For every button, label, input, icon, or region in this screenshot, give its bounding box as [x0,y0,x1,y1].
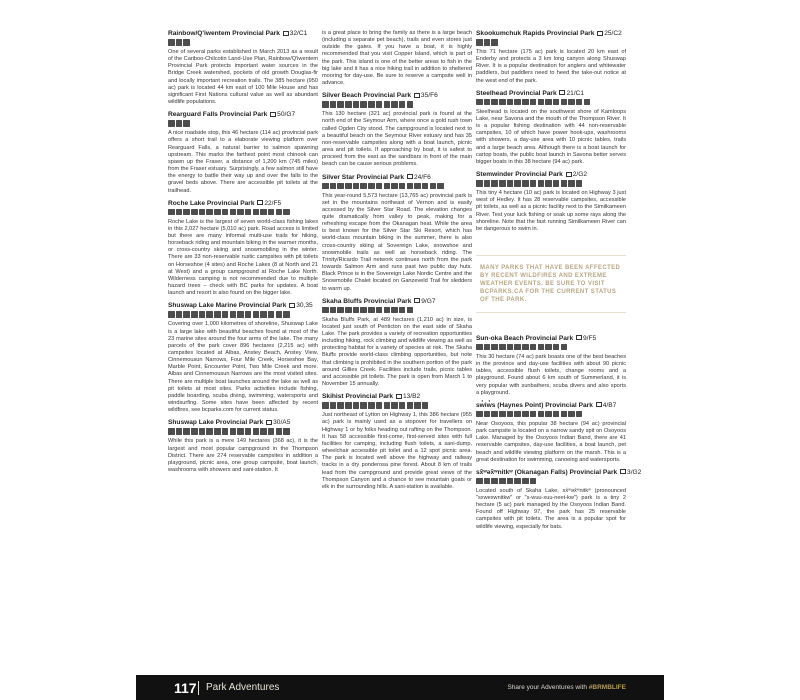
park-name: Rainbow/Q'iwentem Provincial Park [168,30,280,37]
column-left [168,30,318,479]
park-title [476,171,626,179]
park-amenity-icon [337,101,344,108]
park-name: Silver Beach Provincial Park [322,92,412,100]
park-name: sw̓iw̓s (Haynes Point) Provincial Park [476,401,593,409]
map-reference: 30/A5 [273,419,291,427]
park-amenity-icon [368,307,375,314]
park-entry [476,90,626,166]
share-line [507,683,626,692]
park-name: Sun-oka Beach Provincial Park [476,334,574,342]
park-description: is a great place to bring the family as there is a large beach (including a separate pet beach), trails and even stores just outside the gates. If you have a boat, it is highly recommended that you visit Copper Island, which is part of the park. This island is one of the better areas to fish in the big lake and it has a nice hiking trail in addition to sheltered mooring for day-use. Be sure to reserve a campsite well in advance. [322,30,472,87]
park-amenity-icon [376,307,383,314]
park-amenity-icon [545,411,552,418]
park-title [168,419,318,427]
park-amenity-icon [391,101,398,108]
park-amenity-icon [430,183,437,190]
park-name: Skookumchuk Rapids Provincial Park [476,30,595,37]
park-amenity-icon [345,183,352,190]
park-amenity-icon [345,101,352,108]
park-amenity-icon [230,428,237,435]
park-name: Roche Lake Provincial Park [168,199,255,207]
page-number: 117 [174,680,197,696]
park-amenity-icon [253,428,260,435]
park-amenity-icon [530,478,537,485]
amenity-icon-row [476,478,626,486]
park-amenity-icon [491,99,498,106]
map-book-icon [270,112,276,117]
park-amenity-icon [176,39,183,46]
park-amenity-icon [230,209,237,216]
park-name: Skaha Bluffs Provincial Park [322,297,412,305]
park-amenity-icon [561,344,568,351]
park-amenity-icon [545,180,552,187]
park-amenity-icon [337,402,344,409]
park-amenity-icon [168,39,175,46]
park-amenity-icon [514,344,521,351]
park-amenity-icon [437,183,444,190]
park-amenity-icon [491,39,498,46]
park-title [168,200,318,208]
park-amenity-icon [514,411,521,418]
amenity-icon-row [476,344,626,352]
park-name: Rearguard Falls Provincial Park [168,111,268,119]
park-amenity-icon [476,39,483,46]
amenity-icon-row [322,307,472,315]
park-title [476,335,626,343]
map-book-icon [597,31,603,36]
park-amenity-icon [407,183,414,190]
map-reference: 9/G7 [421,297,436,305]
map-reference: 13/B2 [402,393,421,401]
share-prefix: Share your Adventures with [507,684,587,691]
park-amenity-icon [576,411,583,418]
park-amenity-icon [268,311,275,318]
park-amenity-icon [260,428,267,435]
park-amenity-icon [484,180,491,187]
park-amenity-icon [360,402,367,409]
park-amenity-icon [499,478,506,485]
park-amenity-icon [538,99,545,106]
park-amenity-icon [330,183,337,190]
park-amenity-icon [368,183,375,190]
amenity-icon-row [322,183,472,191]
park-amenity-icon [191,311,198,318]
map-reference: 24/F6 [413,173,431,181]
park-amenity-icon [499,180,506,187]
park-description: Covering over 1,000 kilometres of shoreline, Shuswap Lake is a large lake with beautiful beaches found at most of the 23 marine sites around the four arms of the lake. The many parcels of the park cover 896 hectares (2,215 ac) with campsites located at Albas, Anstey Beach, Anstey View, Cinnemousun Narrows, Four Mile Creek, Horseshoe Bay, Marble Point, Encounter Point, Two Mile Creek and more. Albas and Cinnemousun Narrows are the most visited sites. There are multiple boat launches around the lake as well as pit toilets at most sites. Parks activities include fishing, paddle boarding, scuba diving, swimming, watersports and windsurfing. Some sites have been affected by recent wildfires, see bcparks.com for current status. [168,321,318,414]
park-amenity-icon [484,344,491,351]
park-amenity-icon [514,478,521,485]
hashtag: #BRMBLIFE [588,684,626,691]
park-amenity-icon [268,209,275,216]
park-amenity-icon [376,402,383,409]
park-amenity-icon [245,428,252,435]
park-amenity-icon [414,183,421,190]
park-amenity-icon [414,402,421,409]
park-amenity-icon [553,180,560,187]
page-footer [136,675,664,700]
park-description: One of several parks established in March 2013 as a result of the Cariboo-Chilcotin Land-Use Plan, Rainbow/Q'iwentem Provincial Park protects important water sources in the Bridge Creek watershed, pockets of old growth Douglas-fir and locally important recreation trails. The 385 hectare (950 ac) park is located 44 km east of 100 Mile House and has significant First Nations cultural value as well as abundant wildlife populations. [168,49,318,106]
map-reference: 9/F5 [582,334,597,342]
park-name: sx̌ʷəx̌ʷnitkʷ (Okanagan Falls) Provincial Park [476,468,618,476]
map-book-icon [576,335,582,340]
park-amenity-icon [222,428,229,435]
park-amenity-icon [368,402,375,409]
map-book-icon [396,394,402,399]
park-description: Steelhead is located on the southwest shore of Kamloops Lake, near Savona and the mouth of the Thompson River. It is a popular fishing destination with 44 non-reservable campsites, 10 of which have power hook-ups, washrooms with showers, a day-use area with 10 picnic tables, trails and a large beach area. Although there is a boat launch for cartop boats, the public boat launch in Savona better serves bigger boats in this 38 hectare (94 ac) park. [476,108,626,165]
park-amenity-icon [476,180,483,187]
park-amenity-icon [561,180,568,187]
park-amenity-icon [553,99,560,106]
park-description: While this park is a mere 149 hectares (368 ac), it is the largest and most popular campground in the Thompson District. There are 274 reservable campsites in addition a playground, picnic area, one group campsite, boat launch, washrooms with showers and sani-station. It [168,438,318,474]
park-amenity-icon [484,99,491,106]
park-amenity-icon [360,183,367,190]
park-entry [322,393,472,491]
map-reference: 21/C1 [566,89,585,97]
park-amenity-icon [360,307,367,314]
park-amenity-icon [330,402,337,409]
park-amenity-icon [222,311,229,318]
footer-divider [198,681,199,695]
park-amenity-icon [384,307,391,314]
amenity-icon-row [168,39,318,47]
park-description: A nice roadside stop, this 46 hectare (114 ac) provincial park offers a short trail to a elaborate viewing platform over Rearguard Falls, a natural barrier to salmon spawning upstream. This marks the farthest point most chinook can spawn up the Fraser, a distance of 1,200 km (745 miles) from the Fraser estuary. Surprisingly, a few salmon still have the energy to battle their way up and over the falls to the gravel beds above. There are accessible pit toilets at the trailhead. [168,130,318,194]
park-amenity-icon [507,411,514,418]
park-amenity-icon [522,411,529,418]
park-amenity-icon [276,428,283,435]
park-amenity-icon [322,183,329,190]
park-entry [476,335,626,397]
park-amenity-icon [568,180,575,187]
park-amenity-icon [199,311,206,318]
park-title [476,468,642,477]
amenity-icon-row [476,411,626,419]
map-book-icon [289,303,295,308]
park-amenity-icon [399,183,406,190]
park-amenity-icon [322,307,329,314]
park-amenity-icon [253,209,260,216]
park-amenity-icon [522,344,529,351]
park-amenity-icon [168,428,175,435]
map-book-icon [414,93,420,98]
park-title [322,393,472,401]
park-amenity-icon [391,307,398,314]
park-title [476,30,626,38]
park-name: Stemwinder Provincial Park [476,171,563,179]
park-entry [168,30,318,106]
amenity-icon-row [168,428,318,436]
amenity-icon-row [168,209,318,217]
park-title [168,302,318,310]
map-book-icon [566,172,572,177]
park-amenity-icon [245,311,252,318]
park-description: This tiny 4 hectare (10 ac) park is located on Highway 3 just west of Hedley. It has 28 reservable campsites, accessible pit toilets, as well as a picnic facility next to the Similkameen River. Test your luck fishing or soak up some rays along the shoreline. Note that the fast running Similkameen River can be dangerous to swim in. [476,190,626,232]
park-amenity-icon [476,411,483,418]
park-amenity-icon [337,183,344,190]
map-reference: 50/G7 [277,111,296,119]
park-entry [168,111,318,194]
park-amenity-icon [507,99,514,106]
park-entry [476,468,642,531]
park-amenity-icon [476,344,483,351]
amenity-icon-row [476,99,626,107]
park-amenity-icon [168,311,175,318]
park-amenity-icon [199,209,206,216]
park-amenity-icon [522,180,529,187]
amenity-icon-row [476,180,626,188]
park-amenity-icon [176,428,183,435]
park-amenity-icon [276,209,283,216]
park-amenity-icon [384,183,391,190]
park-description: Near Osoyoos, this popular 38 hectare (94 ac) provincial park campsite is located on a narrow sandy spit on Osoyoos Lake. Managed by the Osoyoos Indian Band, there are 41 reservable campsites, day-use facilities, a boat launch, pet beach and wildlife viewing platform on the marsh. This is a great destination for swimming, canoeing and watersports. [476,420,626,463]
park-amenity-icon [206,209,213,216]
park-amenity-icon [353,101,360,108]
park-amenity-icon [399,101,406,108]
park-amenity-icon [330,101,337,108]
wildfire-notice: MANY PARKS THAT HAVE BEEN AFFECTED BY RECENT WILDFIRES AND EXTREME WEATHER EVENTS. BE SURE TO VISIT BCPARKS.CA FOR THE CURRENT STATUS OF THE PARK. [476,255,626,313]
park-amenity-icon [330,307,337,314]
park-amenity-icon [176,120,183,127]
park-amenity-icon [183,209,190,216]
park-amenity-icon [237,428,244,435]
park-amenity-icon [507,180,514,187]
park-amenity-icon [353,402,360,409]
park-amenity-icon [522,99,529,106]
park-amenity-icon [168,209,175,216]
park-amenity-icon [476,99,483,106]
park-amenity-icon [422,402,429,409]
park-amenity-icon [322,101,329,108]
map-reference: 35/F6 [420,92,438,100]
map-reference: 32/C1 [289,30,308,37]
park-amenity-icon [407,402,414,409]
park-amenity-icon [337,307,344,314]
park-amenity-icon [322,402,329,409]
park-amenity-icon [399,307,406,314]
park-amenity-icon [237,209,244,216]
park-amenity-icon [345,307,352,314]
park-amenity-icon [353,307,360,314]
park-amenity-icon [283,428,290,435]
park-name: Silver Star Provincial Park [322,173,405,181]
park-amenity-icon [253,311,260,318]
park-amenity-icon [268,428,275,435]
park-amenity-icon [514,180,521,187]
park-entry [322,298,472,389]
park-entry [476,30,626,85]
park-description: This 130 hectare (321 ac) provincial park is found at the north end of the Seymour Arm, where once a gold rush town called Ogden City stood. The campground is located next to a beautiful beach on the Seymour River estuary and has 35 non-reservable campsites along with a boat launch, picnic area and pit toilets. If approaching by boat, it is safest to proceed from the east as the sandbars in front of the main beach can be cause serious problems. [322,111,472,168]
park-description: Just northeast of Lytton on Highway 1, this 386 hectare (955 ac) park is mainly used as a stopover for travellers on Highway 1 or by folks heading out rafting on the Thompson. It has 58 accessible first-come, first-served sites with full facilities for camping, including flush toilets, a sani-dump, wheelchair accessible pit toilet and a 12 spot picnic area. The park is located well above the highway and railway tracks in a dry ponderosa pine forest. About 8 km of trails lead from the campground and provide great views of the Thompson Canyon and a chance to see mountain goats or elk in the surrounding hills. A sani-station is available. [322,412,472,490]
park-entry [476,171,626,233]
park-amenity-icon [214,311,221,318]
park-title [476,402,626,410]
park-amenity-icon [484,411,491,418]
park-amenity-icon [191,209,198,216]
park-amenity-icon [183,428,190,435]
map-book-icon [266,420,272,425]
park-title [322,92,472,100]
park-amenity-icon [183,311,190,318]
park-name: Skihist Provincial Park [322,393,394,401]
map-reference: 22/F5 [264,199,282,207]
park-name: Steelhead Provincial Park [476,89,557,97]
amenity-icon-row [322,402,472,410]
park-amenity-icon [538,411,545,418]
park-amenity-icon [545,99,552,106]
park-title [168,111,318,119]
amenity-icon-row [322,101,472,109]
park-amenity-icon [214,428,221,435]
map-book-icon [559,90,565,95]
park-amenity-icon [199,428,206,435]
park-amenity-icon [176,311,183,318]
park-amenity-icon [345,402,352,409]
park-amenity-icon [176,209,183,216]
park-amenity-icon [407,101,414,108]
park-amenity-icon [222,209,229,216]
park-amenity-icon [576,99,583,106]
park-amenity-icon [391,183,398,190]
map-reference: 2/G2 [572,171,587,179]
park-amenity-icon [368,101,375,108]
park-amenity-icon [514,99,521,106]
park-entry [168,200,318,298]
map-reference: 30,35 [296,302,313,310]
map-book-icon [414,298,420,303]
park-amenity-icon [206,428,213,435]
park-amenity-icon [491,478,498,485]
park-amenity-icon [283,209,290,216]
park-amenity-icon [499,344,506,351]
park-amenity-icon [168,120,175,127]
park-amenity-icon [260,209,267,216]
column-right [476,30,642,536]
map-book-icon [596,402,602,407]
park-amenity-icon [214,209,221,216]
park-entry [168,302,318,414]
park-amenity-icon [568,411,575,418]
park-amenity-icon [484,39,491,46]
park-name: Shuswap Lake Marine Provincial Park [168,302,287,310]
park-description: This year-round 5,573 hectare (13,765 ac) provincial park is set in the mountains northeast of Vernon and is easily accessed by the Silver Star Road. The elevation changes quite dramatically from valley to peak, making for a refreshing escape from the Okanagan heat. While the area is best known for the Silver Star Ski Resort, which has world-class mountain biking in the summer, there is also cross-country skiing at Sovereign Lake, snowshoe and snowmobile trails as well as horseback riding. The Trinity/Ricardo Trail network continues north from the park towards Salmon Arm and runs past two public day huts. Black Prince is in the Sovereign Lake Nordic Centre and the Snowmobile Chalet located on Ganzeveld Trail for sledders to warm up. [322,192,472,292]
park-amenity-icon [499,411,506,418]
park-amenity-icon [376,183,383,190]
park-amenity-icon [553,344,560,351]
park-entry [322,92,472,168]
park-description: Roche Lake is the largest of seven world-class fishing lakes in this 2,027 hectare (5,010 ac) park. Road access is limited but there are many informal multi-use trails for hiking, horseback riding and mountain biking in the warmer months, or cross-country skiing and snowmobiling in the winter. There are 33 non-reservable rustic campsites with pit toilets on Horseshoe (4 sites) and Roche Lakes (8 at North and 21 at West) and a group campground at Roche Lake North. Wilderness camping is not recommended due to multiple hazard trees – check with BC parks for updates. A boat launch and resort is also found on the bigger lake. [168,218,318,297]
park-entry [322,30,472,87]
park-amenity-icon [530,411,537,418]
park-amenity-icon [391,402,398,409]
park-amenity-icon [584,99,591,106]
park-name: Shuswap Lake Provincial Park [168,419,264,427]
section-label: Park Adventures [206,682,280,693]
park-title [322,298,472,306]
park-amenity-icon [183,39,190,46]
park-amenity-icon [507,344,514,351]
park-title [322,174,472,182]
park-amenity-icon [422,183,429,190]
park-entry [476,402,626,464]
park-amenity-icon [399,402,406,409]
map-book-icon [283,31,289,36]
park-amenity-icon [353,183,360,190]
park-title [476,90,626,98]
map-book-icon [257,200,263,205]
park-amenity-icon [530,344,537,351]
park-amenity-icon [376,101,383,108]
map-book-icon [620,469,626,474]
park-amenity-icon [561,99,568,106]
park-amenity-icon [476,478,483,485]
park-amenity-icon [576,180,583,187]
park-amenity-icon [206,311,213,318]
amenity-icon-row [476,39,626,47]
park-description: This 30 hectare (74 ac) park boasts one of the best beaches in the province and day-use facilities with about 90 picnic tables, accessible flush toilets, change rooms and a playground. Found about 6 km south of Summerland, it is very popular with sunbathers, scuba divers and also sports a playground. [476,353,626,396]
park-amenity-icon [538,180,545,187]
park-amenity-icon [491,344,498,351]
park-amenity-icon [191,428,198,435]
park-description: This 71 hectare (175 ac) park is located 20 km east of Enderby and protects a 3 km long canyon along Shuswap River. It is a popular destination for anglers and whitewater paddlers, but paddlers need to heed the take-out notice at the west end of the park. [476,49,626,84]
park-amenity-icon [499,99,506,106]
park-amenity-icon [245,209,252,216]
park-amenity-icon [538,344,545,351]
park-amenity-icon [384,101,391,108]
park-amenity-icon [384,402,391,409]
amenity-icon-row [168,311,318,319]
park-title [168,30,318,38]
column-middle [322,30,472,496]
park-amenity-icon [530,180,537,187]
park-description: Located south of Skaha Lake, sx̌ʷəx̌ʷnitkʷ (pronounced "sxwexwnitkw" or "s-wuu-xuu-neet-kw") park is a tiny 2 hectare (5 ac) park managed by the Osoyoos Indian Band. Found off Highway 97, the park has 25 reservable campsites with pit toilets. The area is a popular spot for wildlife viewing, especially for bats. [476,487,626,530]
map-reference: 4/B7 [602,401,617,409]
park-amenity-icon [407,307,414,314]
park-amenity-icon [484,478,491,485]
park-amenity-icon [491,180,498,187]
map-book-icon [407,174,413,179]
park-amenity-icon [507,478,514,485]
park-amenity-icon [237,311,244,318]
park-amenity-icon [283,311,290,318]
park-amenity-icon [276,311,283,318]
park-amenity-icon [553,411,560,418]
map-reference: 25/C2 [604,30,622,37]
park-amenity-icon [530,99,537,106]
park-amenity-icon [491,411,498,418]
map-reference: 3/G2 [627,468,642,476]
park-amenity-icon [360,101,367,108]
park-amenity-icon [522,478,529,485]
park-amenity-icon [183,120,190,127]
park-amenity-icon [230,311,237,318]
amenity-icon-row [168,120,318,128]
park-amenity-icon [545,344,552,351]
park-amenity-icon [260,311,267,318]
park-entry [322,174,472,293]
park-amenity-icon [561,411,568,418]
park-description: Skaha Bluffs Park, at 489 hectares (1,210 ac) in size, is located just south of Penticton on the east side of Skaha Lake. The park provides a variety of recreation opportunities including hiking, rock climbing and wildlife viewing as well as protecting habitat for a variety of species at risk. The Skaha Bluffs provide world-class climbing opportunities, but note that climbing is prohibited in the southern portion of the park around Gillies Creek. Facilities include trails, picnic tables and accessible pit toilets. The park is open from March 1 to November 15 annually. [322,316,472,388]
park-entry [168,419,318,474]
park-amenity-icon [568,99,575,106]
